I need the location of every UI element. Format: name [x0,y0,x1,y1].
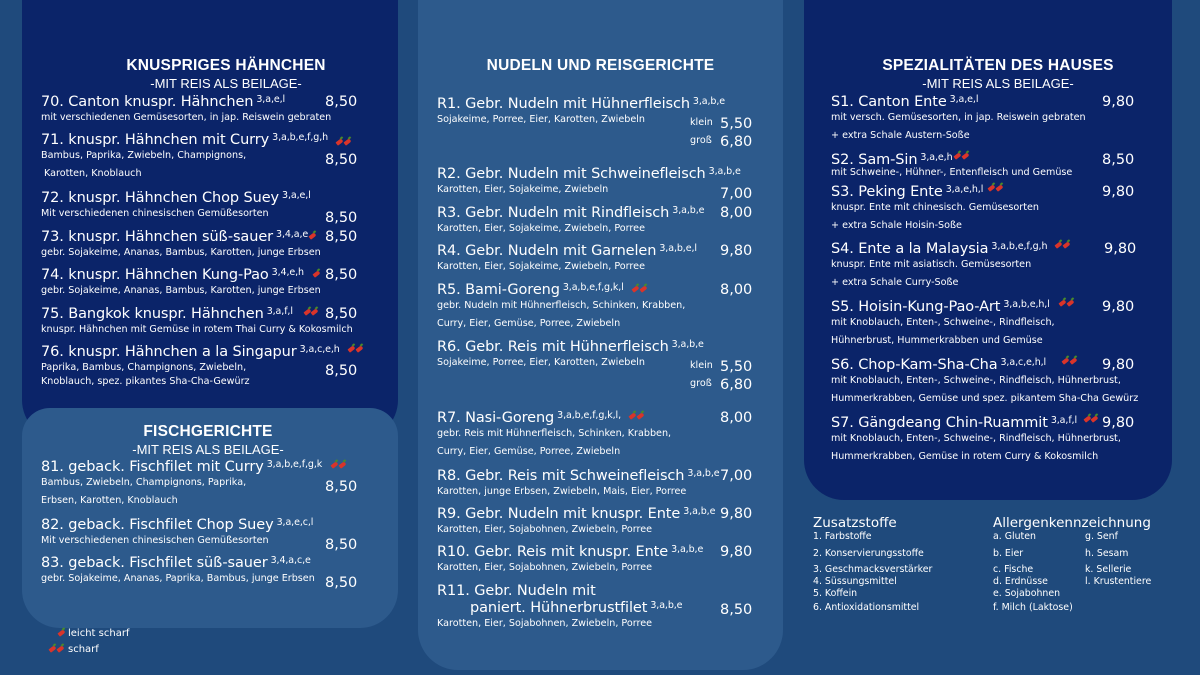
item-allergens: 3,a,c,e,h [299,344,340,355]
item-name: S2. Sam-Sin [831,152,918,168]
item-name: R7. Nasi-Goreng [437,410,555,426]
menu-item-s7 [831,415,1121,462]
allergen-item: g. Senf [1085,531,1118,542]
item-allergens: 3,a,b,e,l [659,243,697,254]
chili-icon [1067,299,1075,306]
item-allergens: 3,a,b,e,f,g,h [991,241,1048,252]
item-name: R10. Gebr. Reis mit knuspr. Ente [437,544,669,560]
section-subtitle: -MIT REIS ALS BEILAGE- [922,76,1074,91]
allergen-item: h. Sesam [1085,548,1129,559]
size-label: groß [690,378,712,389]
allergen-item: l. Krustentiere [1085,576,1152,587]
section-title: NUDELN UND REISGERICHTE [486,57,715,74]
menu-item-s4 [831,241,1047,288]
item-name: 72. knuspr. Hähnchen Chop Suey [41,190,279,206]
menu-item-83 [41,555,315,584]
item-desc: Karotten, Eier, Sojakeime, Zwiebeln, Porree [437,223,645,234]
item-desc: Hummerkrabben, Gemüse und spez. pikantem Sha-Cha Gewürz [831,393,1139,404]
item-price: 8,50 [720,602,753,618]
section-title: KNUSPRIGES HÄHNCHEN [126,57,326,74]
item-desc: Karotten, junge Erbsen, Zwiebeln, Mais, Eier, Porree [437,486,687,497]
item-desc: Bambus, Zwiebeln, Champignons, Paprika, [41,477,247,488]
item-price: 7,00 [720,186,753,202]
allergen-item: a. Gluten [993,531,1036,542]
menu-item-81 [41,459,322,506]
item-price: 8,50 [325,152,358,168]
item-desc: Karotten, Eier, Sojabohnen, Zwiebeln, Porree [437,524,653,535]
allergen-item: d. Erdnüsse [993,576,1048,587]
item-allergens: 3,a,b,e [671,544,704,555]
item-desc: knuspr. Hähnchen mit Gemüse in rotem Thai Curry & Kokosmilch [41,324,353,335]
item-name: R8. Gebr. Reis mit Schweinefleisch [437,468,685,484]
item-desc: knuspr. Ente mit chinesisch. Gemüsesorten [831,202,1039,213]
allergen-item: e. Sojabohnen [993,588,1061,599]
menu-item-s6 [831,357,1138,404]
item-name: R1. Gebr. Nudeln mit Hühnerfleisch [437,96,690,112]
item-desc: Curry, Eier, Gemüse, Porree, Zwiebeln [437,318,621,329]
zusatzstoff-item: 5. Koffein [813,588,858,599]
item-name: 74. knuspr. Hähnchen Kung-Pao [41,267,269,283]
item-price: 8,50 [325,210,358,226]
item-name: R6. Gebr. Reis mit Hühnerfleisch [437,339,669,355]
item-desc: Bambus, Paprika, Zwiebeln, Champignons, [41,150,247,161]
item-desc: Knoblauch, spez. pikantes Sha-Cha-Gewürz [41,376,250,387]
item-desc: mit verschiedenen Gemüsesorten, in jap. Reiswein gebraten [41,112,332,123]
menu-item-r6 [437,339,704,368]
item-desc: Curry, Eier, Gemüse, Porree, Zwiebeln [437,446,621,457]
item-desc: mit Knoblauch, Enten-, Schweine-, Rindfleisch, [831,317,1055,328]
item-allergens: 3,4,a,e [276,229,309,240]
item-name: 70. Canton knuspr. Hähnchen [41,94,254,110]
menu-item-82 [41,517,313,546]
item-price: 9,80 [1102,299,1135,315]
item-price: 8,50 [325,267,358,283]
legend-scharf: scharf [68,644,99,655]
item-desc: Mit verschiedenen chinesischen Gemüßesorten [41,208,269,219]
item-name-line2: paniert. Hühnerbrustfilet [470,600,648,616]
item-price: 8,50 [1102,152,1135,168]
item-allergens: 3,a,e,h [920,152,953,163]
menu-item-s1 [831,94,1086,141]
item-desc: Sojakeime, Porree, Eier, Karotten, Zwiebeln [437,357,645,368]
item-price: 6,80 [720,377,753,393]
menu-item-s3 [831,184,1039,231]
item-name: S5. Hoisin-Kung-Pao-Art [831,299,1001,315]
item-name: R3. Gebr. Nudeln mit Rindfleisch [437,205,670,221]
chili-icon [58,629,66,636]
item-allergens: 3,a,b,e,f,g,k [266,459,323,470]
item-desc: Karotten, Knoblauch [44,168,142,179]
item-name: S3. Peking Ente [831,184,943,200]
item-desc: Karotten, Eier, Sojakeime, Zwiebeln [437,184,609,195]
item-price: 9,80 [720,544,753,560]
item-name: 73. knuspr. Hähnchen süß-sauer [41,229,273,245]
item-name: 82. geback. Fischfilet Chop Suey [41,517,274,533]
item-desc: Karotten, Eier, Sojakeime, Zwiebeln, Porree [437,261,645,272]
section-subtitle: -MIT REIS ALS BEILAGE- [132,442,284,457]
item-allergens: 3,a,b,e,f,g,k,l [562,282,624,293]
item-price: 9,80 [1102,415,1135,431]
item-name: S1. Canton Ente [831,94,947,110]
zusatzstoff-item: 4. Süssungsmittel [813,576,897,587]
item-name: 83. geback. Fischfilet süß-sauer [41,555,268,571]
item-price: 7,00 [720,468,753,484]
chili-icon [356,345,364,352]
zusatzstoffe-title: Zusatzstoffe [813,515,897,531]
item-desc: gebr. Sojakeime, Ananas, Bambus, Karotten, junge Erbsen [41,285,321,296]
menu-item-70 [41,94,331,123]
item-desc: Sojakeime, Porree, Eier, Karotten, Zwiebeln [437,114,645,125]
item-price: 8,50 [325,306,358,322]
item-desc: gebr. Sojakeime, Ananas, Paprika, Bambus, junge Erbsen [41,573,315,584]
item-name: 81. geback. Fischfilet mit Curry [41,459,264,475]
item-desc: gebr. Nudeln mit Hühnerfleisch, Schinken, Krabben, [437,300,686,311]
item-allergens: 3,a,b,e [650,600,683,611]
item-name: R9. Gebr. Nudeln mit knuspr. Ente [437,506,681,522]
chili-icon [1063,241,1071,248]
item-name: R4. Gebr. Nudeln mit Garnelen [437,243,657,259]
item-allergens: 3,a,b,e [708,166,741,177]
item-name: S4. Ente a la Malaysia [831,241,989,257]
item-price: 8,00 [720,282,753,298]
item-price: 5,50 [720,359,753,375]
item-desc: + extra Schale Curry-Soße [831,277,959,288]
allergen-title: Allergenkennzeichnung [993,515,1151,531]
item-price: 8,50 [325,575,358,591]
item-desc: Karotten, Eier, Sojabohnen, Zwiebeln, Porree [437,618,653,629]
item-price: 9,80 [1102,94,1135,110]
item-allergens: 3,a,e,l [949,94,979,105]
size-label: klein [690,117,713,128]
item-allergens: 3,a,b,e,h,l [1003,299,1050,310]
item-desc: Hummerkrabben, Gemüse in rotem Curry & Kokosmilch [831,451,1099,462]
item-name: S7. Gängdeang Chin-Ruammit [831,415,1048,431]
item-price: 8,00 [720,410,753,426]
item-price: 8,00 [720,205,753,221]
menu-item-73 [41,229,321,258]
section-subtitle: -MIT REIS ALS BEILAGE- [150,76,302,91]
item-name: 71. knuspr. Hähnchen mit Curry [41,132,270,148]
menu-item-74 [41,267,321,296]
item-name: R11. Gebr. Nudeln mit [437,583,596,599]
chili-icon [344,138,352,145]
item-desc: Hühnerbrust, Hummerkrabben und Gemüse [831,335,1043,346]
item-allergens: 3,a,f,l [1050,415,1078,426]
zusatzstoff-item: 3. Geschmacksverstärker [813,564,933,575]
allergen-item: b. Eier [993,548,1024,559]
item-name: 76. knuspr. Hähnchen a la Singapur [41,344,297,360]
allergen-item: k. Sellerie [1085,564,1132,575]
item-desc: Mit verschiedenen chinesischen Gemüßesorten [41,535,269,546]
item-allergens: 3,a,e,l [256,94,286,105]
item-allergens: 3,a,e,h,l [945,184,984,195]
item-allergens: 3,a,b,e,f,g,h [272,132,329,143]
zusatzstoff-item: 6. Antioxidationsmittel [813,602,920,613]
item-name: R5. Bami-Goreng [437,282,560,298]
allergen-item: c. Fische [993,564,1034,575]
menu-item-r3 [437,205,704,234]
item-desc: mit Schweine-, Hühner-, Entenfleisch und Gemüse [831,167,1073,178]
menu-item-r2 [437,166,741,195]
item-allergens: 3,a,b,e [683,506,716,517]
item-desc: gebr. Reis mit Hühnerfleisch, Schinken, Krabben, [437,428,672,439]
item-allergens: 3,a,e,c,l [276,517,314,528]
size-label: klein [690,360,713,371]
item-price: 8,50 [325,537,358,553]
menu-item-r4 [437,243,697,272]
item-desc: mit Knoblauch, Enten-, Schweine-, Rindfleisch, Hühnerbrust, [831,433,1121,444]
panel-knuspriges-haehnchen [22,0,398,440]
item-allergens: 3,a,c,e,h,l [1000,357,1047,368]
item-desc: Karotten, Eier, Sojabohnen, Zwiebeln, Porree [437,562,653,573]
zusatzstoff-item: 1. Farbstoffe [813,531,872,542]
menu-item-r10 [437,544,703,573]
menu-item-s5 [831,299,1055,346]
menu-item-71 [41,132,328,179]
item-allergens: 3,a,b,e [671,339,704,350]
menu-item-s2 [831,152,1072,178]
item-allergens: 3,a,b,e,f,g,k,l, [557,410,621,421]
item-price: 8,50 [325,363,358,379]
item-price: 9,80 [720,506,753,522]
item-price: 8,50 [325,94,358,110]
item-desc: mit Knoblauch, Enten-, Schweine-, Rindfleisch, Hühnerbrust, [831,375,1121,386]
menu-item-r5 [437,282,685,329]
section-title: FISCHGERICHTE [143,423,273,440]
item-allergens: 3,a,b,e [672,205,705,216]
menu-item-r8 [437,468,720,497]
item-allergens: 3,4,a,c,e [270,555,311,566]
item-desc: knuspr. Ente mit asiatisch. Gemüsesorten [831,259,1032,270]
item-price: 9,80 [720,243,753,259]
panel-spezialitaeten [804,0,1172,500]
item-desc: + extra Schale Hoisin-Soße [831,220,962,231]
item-name: S6. Chop-Kam-Sha-Cha [831,357,998,373]
item-allergens: 3,a,b,e [687,468,720,479]
item-price: 9,80 [1104,241,1137,257]
item-allergens: 3,4,e,h [271,267,304,278]
item-desc: mit versch. Gemüsesorten, in jap. Reiswein gebraten [831,112,1086,123]
item-desc: + extra Schale Austern-Soße [831,130,970,141]
menu-item-r1 [437,96,725,125]
item-allergens: 3,a,f,l [266,306,293,317]
panel-nudeln-reis [418,0,783,670]
zusatzstoff-item: 2. Konservierungsstoffe [813,548,924,559]
item-price: 9,80 [1102,184,1135,200]
item-desc: Paprika, Bambus, Champignons, Zwiebeln, [41,362,247,373]
item-price: 5,50 [720,116,753,132]
item-price: 9,80 [1102,357,1135,373]
item-price: 8,50 [325,229,358,245]
item-name: 75. Bangkok knuspr. Hähnchen [41,306,264,322]
menu-item-r9 [437,506,715,535]
allergen-item: f. Milch (Laktose) [993,602,1073,613]
menu-item-r11 [437,583,682,629]
item-name: R2. Gebr. Nudeln mit Schweinefleisch [437,166,706,182]
item-price: 8,50 [325,479,358,495]
item-allergens: 3,a,b,e [692,96,726,107]
section-title: SPEZIALITÄTEN DES HAUSES [882,57,1114,74]
item-desc: Erbsen, Karotten, Knoblauch [41,495,178,506]
legend-leicht-scharf: leicht scharf [68,628,130,639]
chili-icon [57,645,65,652]
item-allergens: 3,a,e,l [282,190,311,201]
item-desc: gebr. Sojakeime, Ananas, Bambus, Karotten, junge Erbsen [41,247,321,258]
chili-icon [339,461,347,468]
menu-item-76 [41,344,340,387]
size-label: groß [690,135,712,146]
item-price: 6,80 [720,134,753,150]
menu-item-72 [41,190,311,219]
panel-fischgerichte [22,408,398,628]
